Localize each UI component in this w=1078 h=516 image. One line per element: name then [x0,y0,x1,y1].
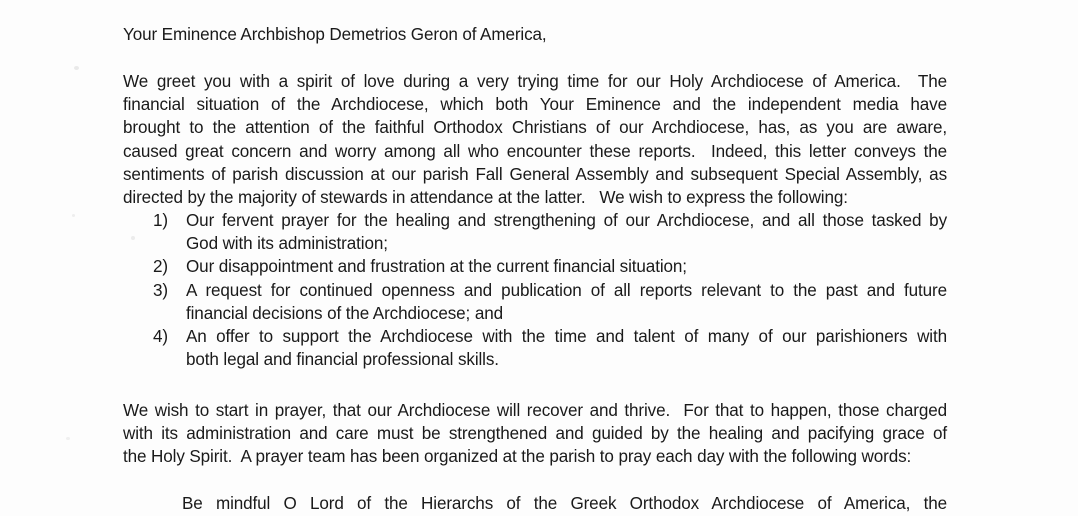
text-line: Our fervent prayer for the healing and strengthening of our Archdiocese, and all those tasked by [186,211,947,230]
text-line: both legal and financial professional skills. [186,350,499,370]
list-item-number: 4) [153,327,168,347]
text-line: We wish to start in prayer, that our Archdiocese will recover and thrive. For that to happen, those charged [123,401,947,420]
list-item [123,255,947,278]
list-item [123,279,947,325]
list-item [123,209,947,255]
paragraph-greeting [123,70,947,209]
text-line: An offer to support the Archdiocese with the time and talent of many of our parishioners with [186,327,947,347]
text-line: directed by the majority of stewards in attendance at the latter. We wish to express the following: [123,188,848,208]
text-line: A request for continued openness and publication of all reports relevant to the past and future [186,280,947,300]
scan-speck [66,437,70,440]
text-line: Be mindful O Lord of the Hierarchs of the Greek Orthodox Archdiocese of America, the [182,494,947,513]
text-line: We greet you with a spirit of love during a very trying time for our Holy Archdiocese of America. The [123,72,947,91]
list-item-number: 1) [153,211,168,230]
salutation-line: Your Eminence Archbishop Demetrios Geron of America, [123,25,547,44]
list-item-number: 2) [153,257,168,277]
text-line: sentiments of parish discussion at our parish Fall General Assembly and subsequent Special Assembly, as [123,164,947,184]
text-line: caused great concern and worry among all who encounter these reports. Indeed, this letter conveys the [123,141,947,161]
list-item-number: 3) [153,280,168,300]
paragraph-prayer [123,399,947,469]
numbered-request-list [123,209,947,371]
text-line: financial situation of the Archdiocese, which both Your Eminence and the independent media have [123,95,947,115]
list-item [123,325,947,371]
text-line: financial decisions of the Archdiocese; and [186,303,503,323]
scan-speck [72,214,75,217]
prayer-quote [182,492,947,515]
text-line: God with its administration; [186,234,388,254]
text-line: brought to the attention of the faithful Orthodox Christians of our Archdiocese, has, as you are aware, [123,118,947,138]
text-line: the Holy Spirit. A prayer team has been organized at the parish to pray each day with the following words: [123,447,912,467]
text-line: Our disappointment and frustration at the current financial situation; [186,257,687,277]
scan-speck [74,66,79,70]
text-line: with its administration and care must be strengthened and guided by the healing and pacifying grace of [123,424,947,444]
